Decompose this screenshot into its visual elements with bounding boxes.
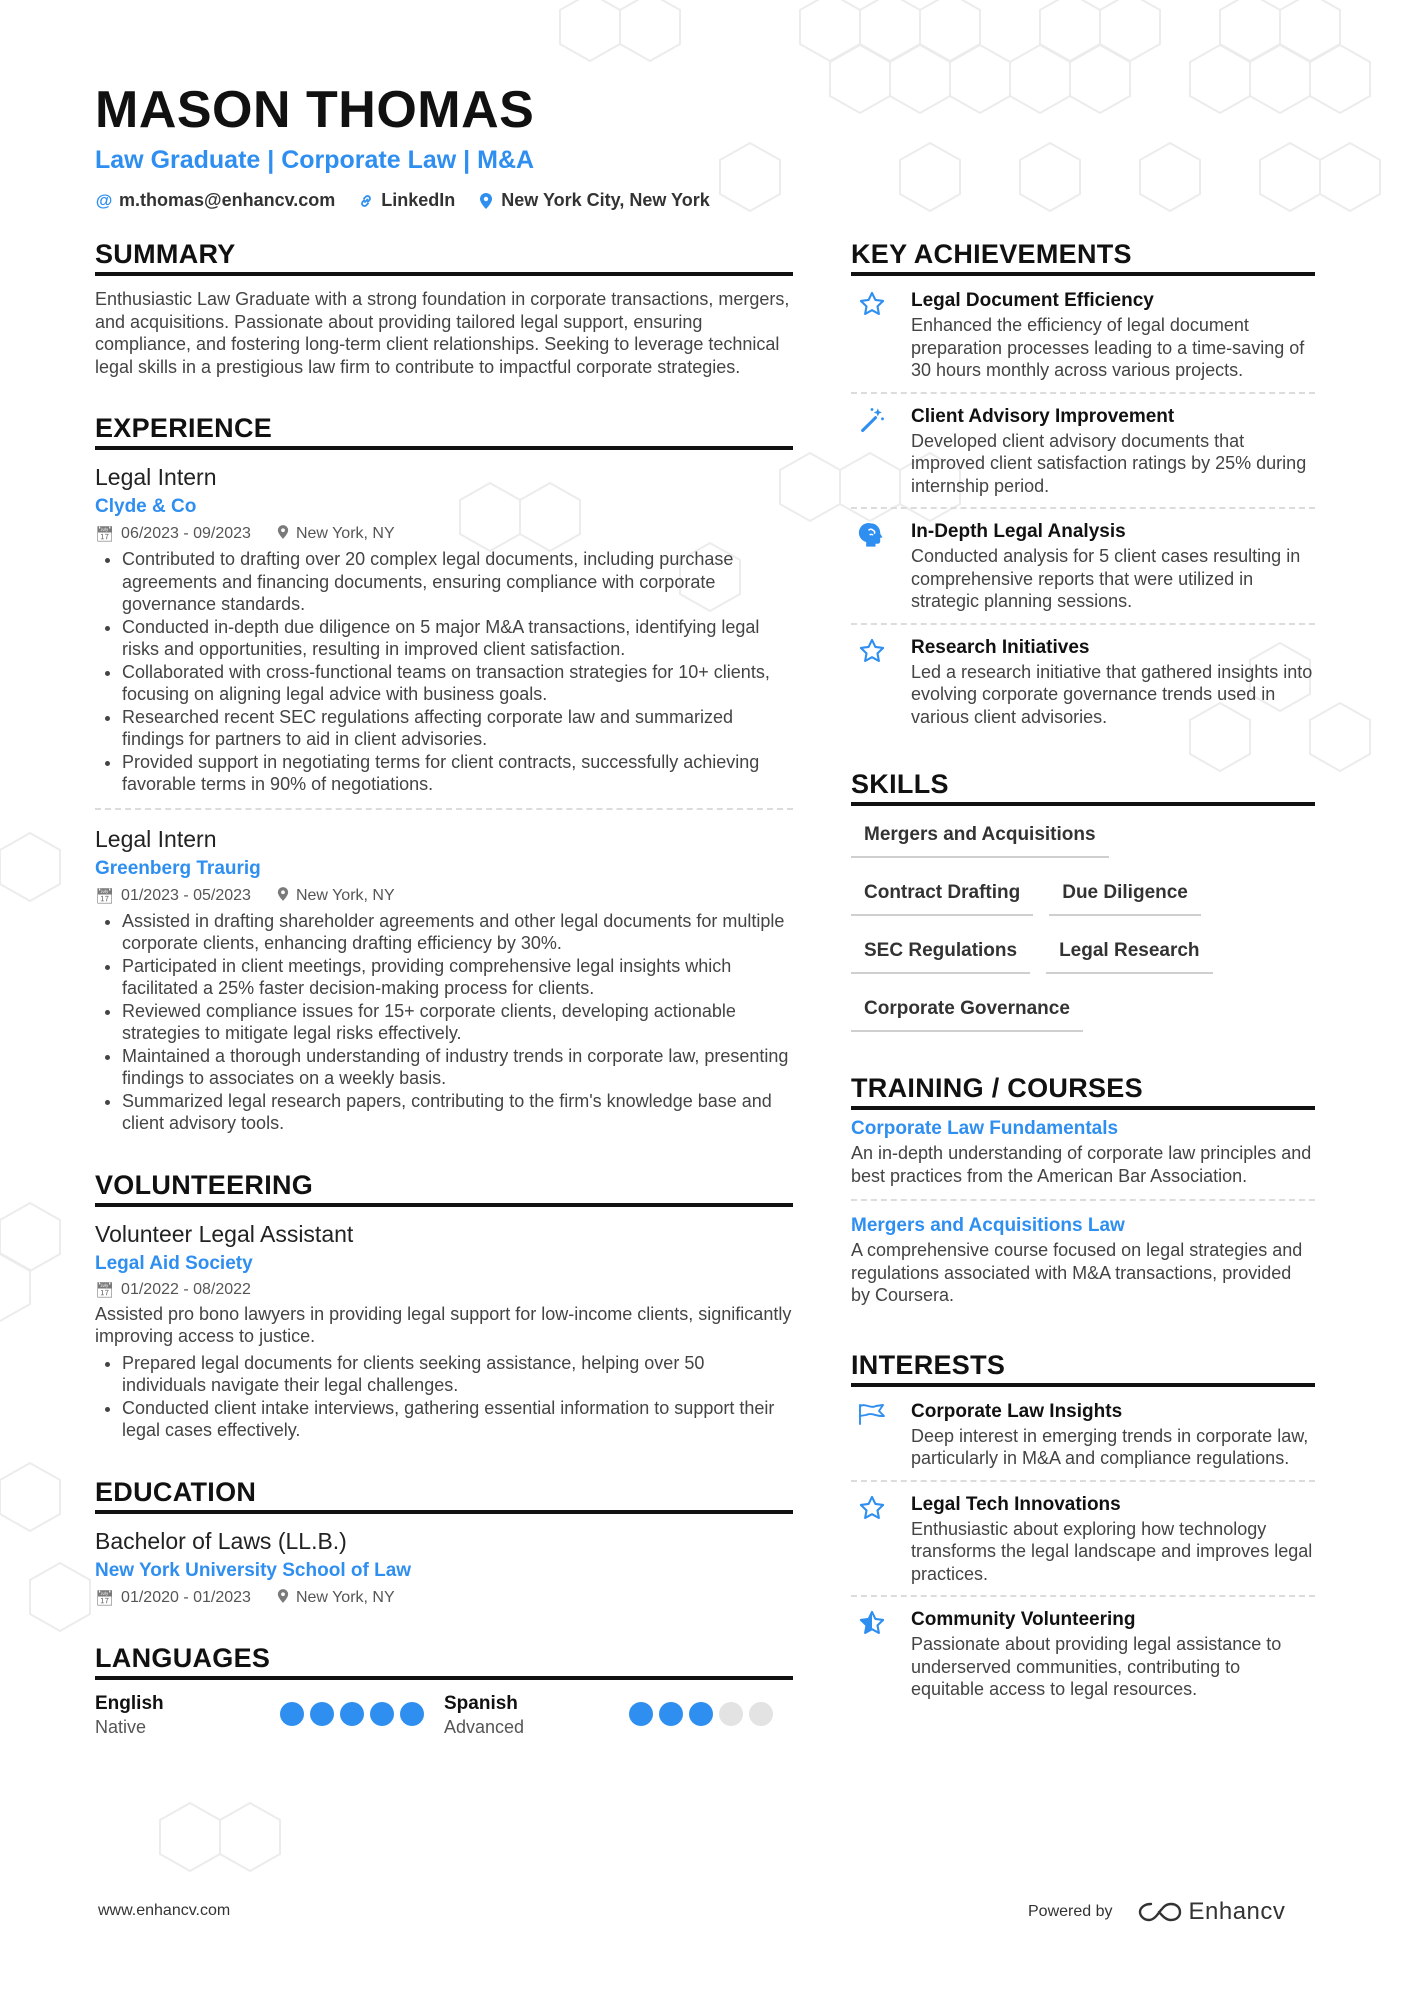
candidate-title: Law Graduate | Corporate Law | M&A bbox=[95, 146, 535, 174]
rating-dot-filled bbox=[280, 1702, 304, 1726]
achievement-text: Led a research initiative that gathered insights into evolving corporate governance trends used in various client advisories. bbox=[911, 661, 1313, 727]
rating-dot-empty bbox=[719, 1702, 743, 1726]
company-name: Greenberg Traurig bbox=[95, 857, 261, 879]
job-dates-text: 01/2023 - 05/2023 bbox=[121, 886, 251, 904]
achievement-item bbox=[851, 509, 1315, 625]
language-name: Spanish bbox=[444, 1692, 518, 1714]
education-location bbox=[277, 1588, 395, 1608]
job-bullets bbox=[95, 910, 793, 1135]
course-item bbox=[851, 1116, 1315, 1201]
job-meta bbox=[95, 886, 793, 906]
education-section bbox=[95, 1476, 793, 1608]
volunteer-dates bbox=[95, 1281, 251, 1299]
job-role: Legal Intern bbox=[95, 825, 217, 852]
experience-entry bbox=[95, 824, 793, 1135]
language-rating bbox=[629, 1692, 773, 1738]
achievement-item bbox=[851, 625, 1315, 739]
star-outline-icon bbox=[851, 288, 893, 382]
job-dates bbox=[95, 887, 251, 905]
achievement-item bbox=[851, 394, 1315, 510]
contact-email-text: m.thomas@enhancv.com bbox=[119, 190, 336, 210]
list-item: • Prepared legal documents for clients seeking assistance, helping over 50 individuals navigate their legal challenges. bbox=[122, 1352, 793, 1397]
list-item: • Conducted client intake interviews, gathering essential information to support their legal cases effectively. bbox=[122, 1397, 793, 1442]
achievement-item bbox=[851, 278, 1315, 394]
course-item bbox=[851, 1213, 1315, 1319]
volunteering-section bbox=[95, 1169, 793, 1442]
interest-title: Community Volunteering bbox=[911, 1609, 1136, 1630]
location-pin-icon bbox=[277, 886, 289, 906]
right-column bbox=[851, 238, 1315, 1745]
flag-icon bbox=[851, 1399, 893, 1470]
brand-name: Enhancv bbox=[1188, 1898, 1286, 1925]
job-location-text: New York, NY bbox=[295, 525, 395, 542]
summary-heading: SUMMARY bbox=[95, 238, 793, 276]
volunteer-dates-text: 01/2022 - 08/2022 bbox=[121, 1280, 251, 1298]
experience-heading: EXPERIENCE bbox=[95, 412, 793, 450]
rating-dot-filled bbox=[340, 1702, 364, 1726]
interest-title: Legal Tech Innovations bbox=[911, 1493, 1121, 1515]
contact-linkedin-text: LinkedIn bbox=[381, 190, 456, 210]
experience-entry bbox=[95, 462, 793, 810]
volunteering-heading: VOLUNTEERING bbox=[95, 1169, 793, 1207]
language-item-english bbox=[95, 1692, 444, 1738]
powered-by-label: Powered by bbox=[1028, 1903, 1113, 1920]
location-pin-icon bbox=[277, 524, 289, 544]
skill-tag: Corporate Governance bbox=[851, 988, 1083, 1032]
skills-section bbox=[851, 768, 1315, 1046]
interest-text: Passionate about providing legal assistance to underserved communities, contributing to equitable access to legal resources. bbox=[911, 1634, 1282, 1699]
language-name: English bbox=[95, 1692, 164, 1714]
at-icon: @ bbox=[95, 190, 113, 210]
rating-dot-filled bbox=[689, 1702, 713, 1726]
brain-head-icon bbox=[851, 519, 893, 613]
rating-dot-filled bbox=[310, 1702, 334, 1726]
language-rating bbox=[280, 1692, 424, 1738]
volunteer-role: Volunteer Legal Assistant bbox=[95, 1220, 354, 1247]
rating-dot-empty bbox=[749, 1702, 773, 1726]
skill-tag: Mergers and Acquisitions bbox=[851, 814, 1109, 858]
interest-text: Enthusiastic about exploring how technology transforms the legal landscape and improves legal practices. bbox=[911, 1518, 1313, 1584]
achievement-title: Client Advisory Improvement bbox=[911, 405, 1175, 427]
calendar-icon: 📅︎ bbox=[95, 887, 115, 905]
volunteer-organization: Legal Aid Society bbox=[95, 1252, 253, 1274]
achievement-title: Legal Document Efficiency bbox=[911, 290, 1154, 311]
candidate-name: MASON THOMAS bbox=[95, 81, 535, 139]
location-pin-icon bbox=[277, 1588, 289, 1608]
interest-item bbox=[851, 1389, 1315, 1482]
skill-tag: Legal Research bbox=[1046, 930, 1212, 974]
list-item: • Researched recent SEC regulations affecting corporate law and summarized findings for partners to aid in client advisories. bbox=[122, 706, 793, 751]
resume-header bbox=[95, 80, 895, 211]
skill-tag: Due Diligence bbox=[1049, 872, 1201, 916]
job-dates bbox=[95, 525, 251, 543]
course-text: An in-depth understanding of corporate law principles and best practices from the American Bar Association. bbox=[851, 1143, 1312, 1186]
achievement-text: Enhanced the efficiency of legal document preparation processes leading to a time-saving of 30 hours monthly across various projects. bbox=[911, 315, 1305, 380]
job-meta bbox=[95, 524, 793, 544]
job-dates-text: 06/2023 - 09/2023 bbox=[121, 525, 251, 542]
contact-list bbox=[95, 190, 895, 211]
interest-item bbox=[851, 1482, 1315, 1598]
school-name: New York University School of Law bbox=[95, 1559, 412, 1581]
achievement-text: Conducted analysis for 5 client cases resulting in comprehensive reports that were utilized in strategic planning sessions. bbox=[911, 546, 1301, 611]
achievement-title: Research Initiatives bbox=[911, 636, 1090, 658]
achievement-text: Developed client advisory documents that improved client satisfaction ratings by 25% during internship period. bbox=[911, 430, 1307, 496]
star-outline-icon bbox=[851, 635, 893, 729]
training-section bbox=[851, 1072, 1315, 1319]
calendar-icon: 📅︎ bbox=[95, 1281, 115, 1299]
education-location-text: New York, NY bbox=[295, 1588, 395, 1606]
interests-section bbox=[851, 1349, 1315, 1711]
location-pin-icon bbox=[477, 192, 495, 210]
list-item: • Reviewed compliance issues for 15+ corporate clients, developing actionable strategies to mitigate legal risks effectively. bbox=[122, 1000, 793, 1045]
education-dates bbox=[95, 1589, 251, 1607]
contact-location-text: New York City, New York bbox=[501, 190, 710, 210]
star-half-icon bbox=[851, 1607, 893, 1701]
languages-heading: LANGUAGES bbox=[95, 1642, 793, 1680]
volunteer-bullets bbox=[95, 1352, 793, 1442]
star-outline-icon bbox=[851, 1492, 893, 1586]
contact-email[interactable] bbox=[95, 190, 335, 211]
enhancv-logo-icon bbox=[1137, 1900, 1183, 1924]
education-meta bbox=[95, 1588, 793, 1608]
list-item: • Collaborated with cross-functional teams on transaction strategies for 10+ clients, focusing on aligning legal advice with business goals. bbox=[122, 661, 793, 706]
list-item: • Provided support in negotiating terms for client contracts, successfully achieving favorable terms in 90% of negotiations. bbox=[122, 751, 793, 796]
list-item: • Contributed to drafting over 20 complex legal documents, including purchase agreements and financing documents, ensuring compliance with corporate governance standards. bbox=[122, 548, 793, 616]
contact-location bbox=[477, 190, 709, 211]
summary-text: Enthusiastic Law Graduate with a strong foundation in corporate transactions, mergers, and acquisitions. Passionate about providing tailored legal support, ensuring compliance, and fostering long-term client relationships. Seeking to leverage technical legal skills in a prestigious law firm to contribute to impactful corporate strategies. bbox=[95, 289, 790, 377]
rating-dot-filled bbox=[370, 1702, 394, 1726]
interests-heading: INTERESTS bbox=[851, 1349, 1315, 1387]
summary-section bbox=[95, 238, 793, 378]
job-role: Legal Intern bbox=[95, 464, 217, 490]
company-name: Clyde & Co bbox=[95, 496, 197, 517]
course-title: Mergers and Acquisitions Law bbox=[851, 1215, 1125, 1236]
footer-powered-by bbox=[1028, 1898, 1285, 1926]
education-heading: EDUCATION bbox=[95, 1476, 793, 1514]
skill-list bbox=[851, 814, 1315, 1046]
link-icon bbox=[357, 193, 375, 209]
course-title: Corporate Law Fundamentals bbox=[851, 1118, 1119, 1139]
languages-section bbox=[95, 1642, 793, 1738]
magic-wand-icon bbox=[851, 404, 893, 498]
education-dates-text: 01/2020 - 01/2023 bbox=[121, 1588, 251, 1606]
job-location bbox=[277, 886, 395, 906]
list-item: • Summarized legal research papers, contributing to the firm's knowledge base and client advisory tools. bbox=[122, 1090, 793, 1135]
calendar-icon: 📅︎ bbox=[95, 526, 115, 543]
language-list bbox=[95, 1692, 793, 1738]
job-bullets bbox=[95, 548, 793, 796]
volunteer-meta bbox=[95, 1281, 793, 1299]
list-item: • Participated in client meetings, providing comprehensive legal insights which facilitated a 25% faster decision-making process for clients. bbox=[122, 955, 793, 1000]
job-location-text: New York, NY bbox=[295, 886, 395, 904]
experience-section bbox=[95, 412, 793, 1135]
achievement-title: In-Depth Legal Analysis bbox=[911, 521, 1126, 542]
interest-text: Deep interest in emerging trends in corporate law, particularly in M&A and compliance regulations. bbox=[911, 1425, 1309, 1468]
volunteer-description: Assisted pro bono lawyers in providing legal support for low-income clients, significantly improving access to justice. bbox=[95, 1303, 792, 1346]
interest-title: Corporate Law Insights bbox=[911, 1400, 1123, 1422]
footer-url[interactable]: www.enhancv.com bbox=[98, 1902, 231, 1919]
course-text: A comprehensive course focused on legal strategies and regulations associated with M&A transactions, provided by Coursera. bbox=[851, 1240, 1303, 1305]
rating-dot-filled bbox=[400, 1702, 424, 1726]
calendar-icon: 📅︎ bbox=[95, 1589, 115, 1607]
rating-dot-filled bbox=[659, 1702, 683, 1726]
list-item: • Conducted in-depth due diligence on 5 major M&A transactions, identifying legal risks and opportunities, resulting in improved client satisfaction. bbox=[122, 616, 793, 661]
language-item-spanish bbox=[444, 1692, 793, 1738]
training-heading: TRAINING / COURSES bbox=[851, 1072, 1315, 1110]
skills-heading: SKILLS bbox=[851, 768, 1315, 806]
language-level: Advanced bbox=[444, 1716, 525, 1737]
language-level: Native bbox=[95, 1716, 147, 1737]
degree-name: Bachelor of Laws (LL.B.) bbox=[95, 1527, 347, 1554]
job-location bbox=[277, 524, 395, 544]
achievements-heading: KEY ACHIEVEMENTS bbox=[851, 238, 1315, 276]
rating-dot-filled bbox=[629, 1702, 653, 1726]
interest-item bbox=[851, 1597, 1315, 1711]
left-column bbox=[95, 238, 793, 1772]
list-item: • Maintained a thorough understanding of industry trends in corporate law, presenting findings to associates on a weekly basis. bbox=[122, 1045, 793, 1090]
brand-logo[interactable] bbox=[1137, 1898, 1286, 1926]
contact-linkedin[interactable] bbox=[357, 190, 455, 211]
list-item: • Assisted in drafting shareholder agreements and other legal documents for multiple corporate clients, enhancing drafting efficiency by 30%. bbox=[122, 910, 793, 955]
achievements-section bbox=[851, 238, 1315, 738]
skill-tag: Contract Drafting bbox=[851, 872, 1033, 916]
skill-tag: SEC Regulations bbox=[851, 930, 1030, 974]
